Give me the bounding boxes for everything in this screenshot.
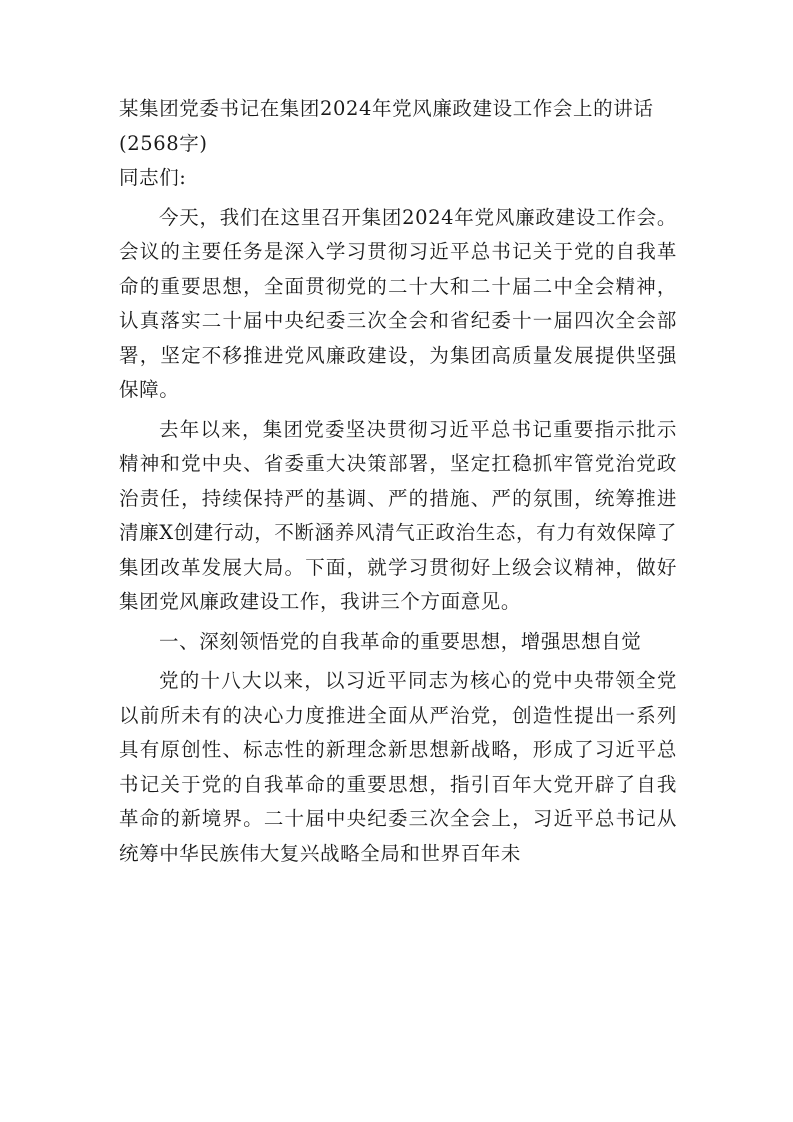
paragraph-opening: 今天，我们在这里召开集团2024年党风廉政建设工作会。会议的主要任务是深入学习贯彻习近平总书记关于党的自我革命的重要思想，全面贯彻党的二十大和二十届二中全会精神，认真落实二十届中央纪委三次全会和省纪委十一届四次全会部署，坚定不移推进党风廉政建设，为集团高质量发展提供坚强保障。 bbox=[119, 205, 677, 401]
document-body bbox=[119, 92, 677, 876]
paragraph-review: 去年以来，集团党委坚决贯彻习近平总书记重要指示批示精神和党中央、省委重大决策部署，坚定扛稳抓牢管党治党政治责任，持续保持严的基调、严的措施、严的氛围，统筹推进清廉X创建行动，不断涵养风清气正政治生态，有力有效保障了集团改革发展大局。下面，就学习贯彻好上级会议精神，做好集团党风廉政建设工作，我讲三个方面意见。 bbox=[119, 417, 677, 613]
salutation: 同志们: bbox=[119, 166, 187, 189]
section-paragraph: 党的十八大以来，以习近平同志为核心的党中央带领全党以前所未有的决心力度推进全面从严治党，创造性提出一系列具有原创性、标志性的新理念新思想新战略，形成了习近平总书记关于党的自我革命的重要思想，指引百年大党开辟了自我革命的新境界。二十届中央纪委三次全会上，习近平总书记从统筹中华民族伟大复兴战略全局和世界百年未 bbox=[119, 669, 677, 865]
section-heading: 一、深刻领悟党的自我革命的重要思想，增强思想自觉 bbox=[159, 629, 642, 653]
document-title: 某集团党委书记在集团2024年党风廉政建设工作会上的讲话(2568字) bbox=[119, 97, 654, 155]
